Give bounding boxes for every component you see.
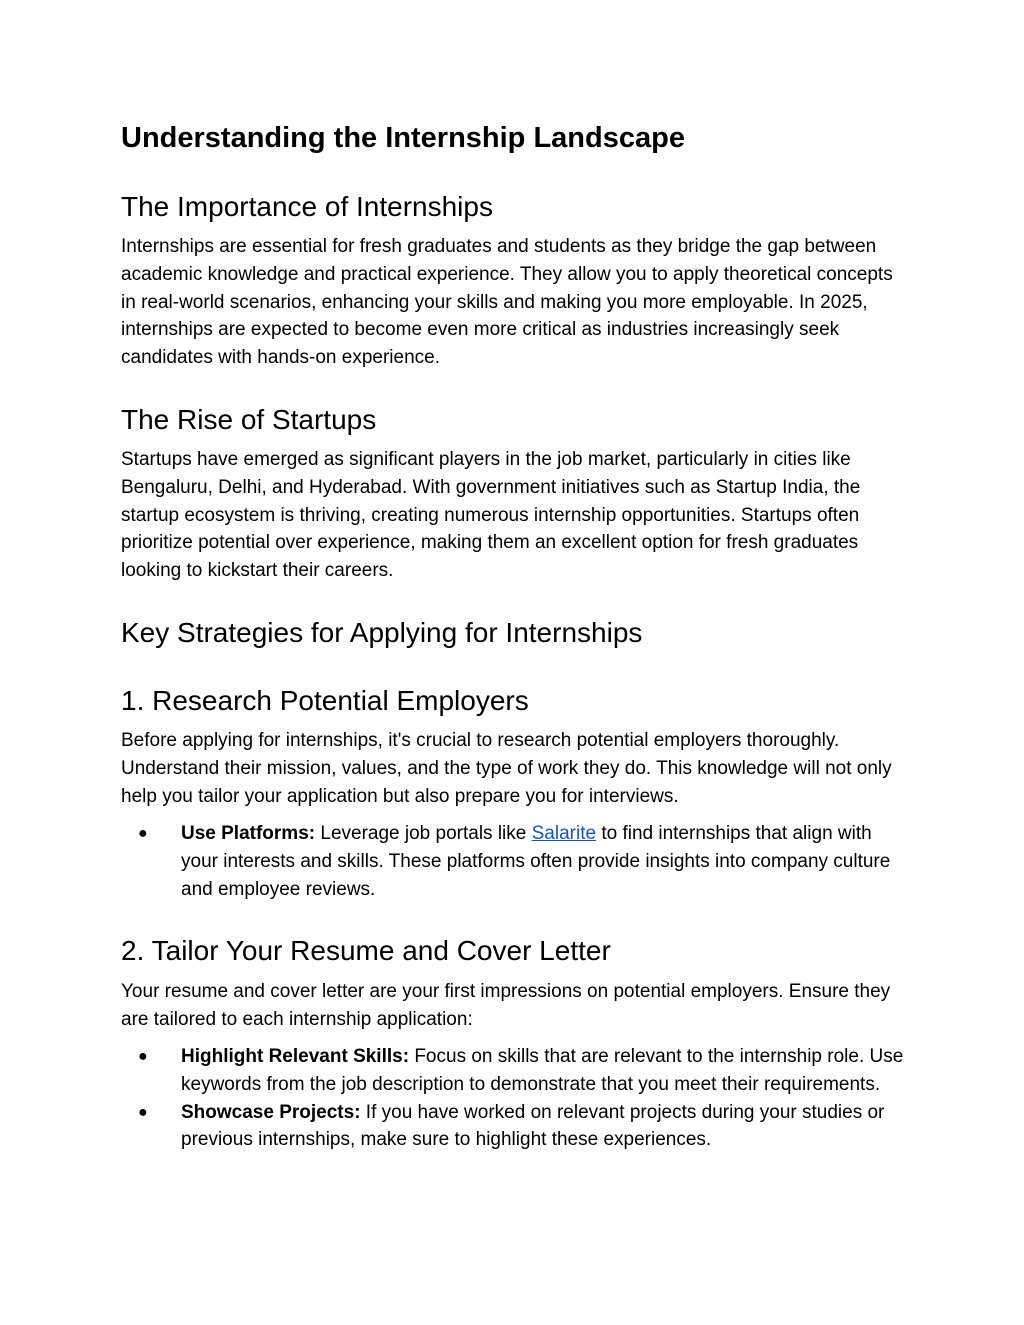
heading-research-employers: 1. Research Potential Employers	[121, 685, 529, 716]
heading-importance-of-internships: The Importance of Internships	[121, 191, 493, 222]
list-item	[121, 820, 911, 903]
bullet-text: If you have worked on relevant projects during your studies or previous internships, make sure to highlight these experiences.	[181, 1101, 885, 1151]
bullet-icon: ●	[138, 1048, 148, 1065]
bullet-label: Use Platforms:	[181, 823, 316, 844]
bullet-list-research	[121, 820, 911, 903]
bullet-icon: ●	[138, 825, 148, 842]
bullet-label: Showcase Projects:	[181, 1101, 361, 1123]
bullet-icon: ●	[138, 1103, 148, 1121]
bullet-label: Highlight Relevant Skills:	[181, 1046, 410, 1067]
heading-rise-of-startups: The Rise of Startups	[121, 404, 377, 435]
list-item	[121, 1099, 911, 1155]
bullet-list-resume	[121, 1043, 911, 1154]
paragraph-importance: Internships are essential for fresh graduates and students as they bridge the gap between academic knowledge and practical experience. They allow you to apply theoretical concepts in real-world scenarios, enhancing your skills and making you more employable. In 2025, internships are expected to become even more critical as industries increasingly seek candidates with hands-on experience.	[121, 236, 893, 369]
paragraph-research: Before applying for internships, it's crucial to research potential employers thoroughly. Understand their mission, values, and the type of work they do. This knowledge will not only help you tailor your application but also prepare you for interviews.	[121, 730, 892, 807]
paragraph-resume: Your resume and cover letter are your first impressions on potential employers. Ensure they are tailored to each internship application:	[121, 981, 891, 1030]
bullet-text: Leverage job portals like	[315, 823, 532, 844]
salarite-link[interactable]: Salarite	[531, 823, 597, 844]
heading-key-strategies: Key Strategies for Applying for Internships	[121, 617, 643, 648]
document-title: Understanding the Internship Landscape	[121, 122, 685, 154]
heading-tailor-resume: 2. Tailor Your Resume and Cover Letter	[121, 935, 611, 966]
paragraph-startups: Startups have emerged as significant players in the job market, particularly in cities like Bengaluru, Delhi, and Hyderabad. With government initiatives such as Startup India, the startup ecosystem is thriving, creating numerous internship opportunities. Startups often prioritize potential over experience, making them an excellent option for fresh graduates looking to kickstart their careers.	[121, 449, 861, 582]
bullet-text: Focus on skills that are relevant to the internship role. Use keywords from the job description to demonstrate that you meet their requirements.	[181, 1046, 904, 1095]
list-item	[121, 1043, 911, 1099]
bullet-text: to find internships that align with your interests and skills. These platforms often provide insights into company culture and employee reviews.	[181, 823, 891, 900]
